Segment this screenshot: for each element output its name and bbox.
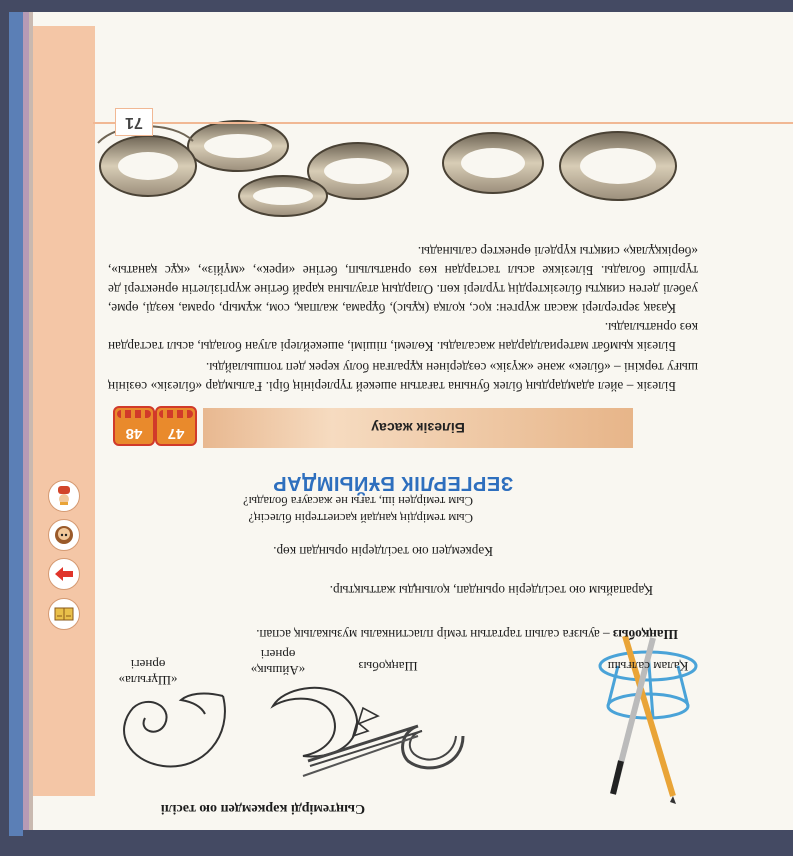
pen-holder-icon: [573, 626, 733, 816]
paragraph-1: Білезік – әйел адамдардың білек бунына тағатын әшекей түрлерінің бірі. Ғалымдар «білезік» сөзінің шығу төркіні – «білек» және «жүзік» сөздерінен құралған болу керек деп топшылайды.: [108, 360, 698, 394]
side-rail: [33, 26, 95, 796]
book-cover-edge: [9, 12, 23, 836]
monkey-icon: [48, 519, 80, 551]
bracelet-item: [188, 121, 288, 171]
bracelet-item: [98, 126, 196, 196]
definition-term: Шаңқобыз: [612, 627, 678, 642]
jaw-harp-icon: [298, 686, 478, 796]
mascot-icon: [48, 480, 80, 512]
bracelet-item: [239, 176, 327, 216]
caption-pen-holder: Қалам салғыш: [607, 659, 689, 674]
lesson-badge-47: 47: [155, 406, 197, 446]
paisley-ornament-icon: [103, 676, 243, 786]
task-3: Сым темірдің қандай қасиеттерін білесің? Сым темірден іш, тағы не жасауға болады?: [243, 494, 473, 525]
page-number-line: [93, 122, 793, 124]
paragraph-3: Қазақ зергерлері жасап жүрген: қос, қолқа (құыс), бұрама, жалпақ, сом, жұмыр, орама, көздi, өрме, уәбелі деген сияқты білезіктердің түрлері көп. Олардың атаулына қарай бетіне жүргізілетін өрнектері де түрліше болады. Білезікке асыл тастардан көз орнатылып, бетіне «ирек», «мүйіз», «құс қанаты», «бөрікқұлақ» сияқты күрделі өрнектер салынады.: [108, 244, 698, 316]
shankobyz-definition: [118, 625, 678, 644]
lesson-badge-48: 48: [113, 406, 155, 446]
task-2: Кәркемдеп ою тәсілдерін орындап көр.: [273, 544, 493, 559]
bracelets-photo: [93, 111, 693, 221]
caption-shugyla: «Шұғыла» өрнегі: [118, 657, 178, 688]
lesson-title: Білезік жасау: [371, 420, 465, 436]
caption-shankobyz: Шаңқобыз: [358, 659, 418, 674]
page-number: 71: [115, 108, 153, 136]
bracelet-item: [560, 132, 676, 200]
definition-text: – ауызға салып тартатын темір пластинкалы музыкалық аспап.: [256, 627, 613, 642]
task-1: Қарапайым ою тәсілдерін орындап, қолыңды жаттықтыр.: [329, 583, 653, 598]
section-title: ЗЕРГЕРЛІК БҰЙЫМДАР: [272, 472, 514, 494]
paragraph-2: Білезік қымбат материалдардан жасалады. Көлемі, пішімі, әшекейлері алуан болады, асыл тастардан көз орнатылады.: [108, 320, 698, 354]
caption-aishyk: «Айшық» өрнегі: [250, 647, 306, 678]
bracelet-item: [443, 133, 543, 193]
arrow-icon: [48, 558, 80, 590]
ornaments-title: Сыңтемірді кәркемдеп ою тәсілі: [160, 801, 366, 816]
lesson-title-bar: [203, 408, 633, 448]
lesson-badges: [111, 406, 197, 446]
book-icon: [48, 598, 80, 630]
